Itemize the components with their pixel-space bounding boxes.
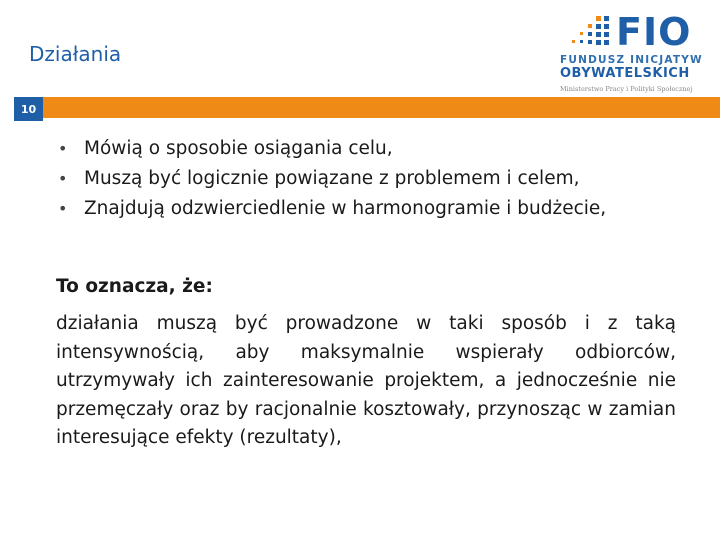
logo-line1: FUNDUSZ INICJATYW [560, 54, 703, 66]
fio-logo [556, 8, 706, 98]
bullet-list [56, 134, 686, 224]
page-number: 10 [14, 97, 43, 121]
logo-mark: FIO [616, 10, 692, 54]
list-item [56, 164, 686, 194]
bullet-dot-icon: • [58, 199, 68, 218]
list-item [56, 134, 686, 164]
list-item [56, 194, 686, 224]
body-paragraph: działania muszą być prowadzone w taki sposób i z taką intensywnością, aby maksymalnie wspierały odbiorców, utrzymywały ich zainteresowanie projektem, a jednocześnie nie przemęczały oraz by racjonalnie kosztowały, przynosząc w zamian interesujące efekty (rezultaty), [56, 313, 676, 448]
slide-title: Działania [29, 42, 122, 66]
bullet-text: Znajdują odzwierciedlenie w harmonogramie i budżecie, [84, 198, 607, 219]
bullet-dot-icon: • [58, 169, 68, 188]
logo-line2: OBYWATELSKICH [560, 66, 690, 81]
bullet-text: Mówią o sposobie osiągania celu, [84, 138, 393, 159]
logo-line3: Ministerstwo Pracy i Polityki Społecznej [560, 85, 693, 93]
bullet-text: Muszą być logicznie powiązane z problemem i celem, [84, 168, 580, 189]
bullet-dot-icon: • [58, 139, 68, 158]
dots-graphic-icon [558, 14, 614, 54]
subheading: To oznacza, że: [56, 276, 213, 297]
header-bar [43, 97, 720, 118]
